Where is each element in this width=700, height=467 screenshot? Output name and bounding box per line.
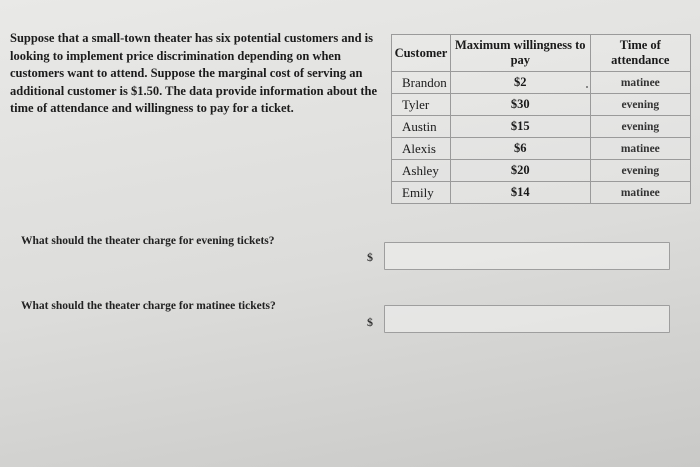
problem-statement: Suppose that a small-town theater has six potential customers and is looking to implement price discrimination depending on when customers want to attend. Suppose the marginal cost of serving an additional customer is $1.50. The data provide information about the time of attendance and willingness to pay for a ticket. bbox=[10, 31, 378, 115]
willingness-to-pay: $15 bbox=[450, 116, 590, 138]
table-header-row bbox=[392, 35, 691, 72]
willingness-to-pay: $2 bbox=[450, 72, 590, 94]
header-customer: Customer bbox=[392, 35, 451, 72]
attendance-time: evening bbox=[590, 94, 690, 116]
customer-name: Ashley bbox=[392, 160, 451, 182]
evening-question-label: What should the theater charge for evening tickets? bbox=[21, 235, 275, 247]
table-row bbox=[392, 116, 691, 138]
attendance-time: matinee bbox=[590, 72, 690, 94]
table-mark bbox=[586, 86, 588, 88]
table-row bbox=[392, 138, 691, 160]
attendance-time: evening bbox=[590, 160, 690, 182]
evening-price-input[interactable] bbox=[384, 242, 670, 270]
header-willingness-to-pay: Maximum willingness to pay bbox=[450, 35, 590, 72]
table-row bbox=[392, 160, 691, 182]
attendance-time: evening bbox=[590, 116, 690, 138]
customer-name: Austin bbox=[392, 116, 451, 138]
table-row bbox=[392, 182, 691, 204]
customer-name: Emily bbox=[392, 182, 451, 204]
table-row bbox=[392, 72, 691, 94]
willingness-to-pay: $6 bbox=[450, 138, 590, 160]
willingness-to-pay: $20 bbox=[450, 160, 590, 182]
customer-name: Tyler bbox=[392, 94, 451, 116]
evening-currency-sign: $ bbox=[367, 250, 373, 264]
willingness-to-pay: $30 bbox=[450, 94, 590, 116]
customer-name: Alexis bbox=[392, 138, 451, 160]
matinee-question-label: What should the theater charge for matinee tickets? bbox=[21, 300, 276, 312]
customer-data-table bbox=[391, 34, 691, 204]
attendance-time: matinee bbox=[590, 182, 690, 204]
header-time-of-attendance: Time of attendance bbox=[590, 35, 690, 72]
matinee-currency-sign: $ bbox=[367, 315, 373, 329]
table-row bbox=[392, 94, 691, 116]
attendance-time: matinee bbox=[590, 138, 690, 160]
matinee-price-input[interactable] bbox=[384, 305, 670, 333]
willingness-to-pay: $14 bbox=[450, 182, 590, 204]
customer-name: Brandon bbox=[392, 72, 451, 94]
